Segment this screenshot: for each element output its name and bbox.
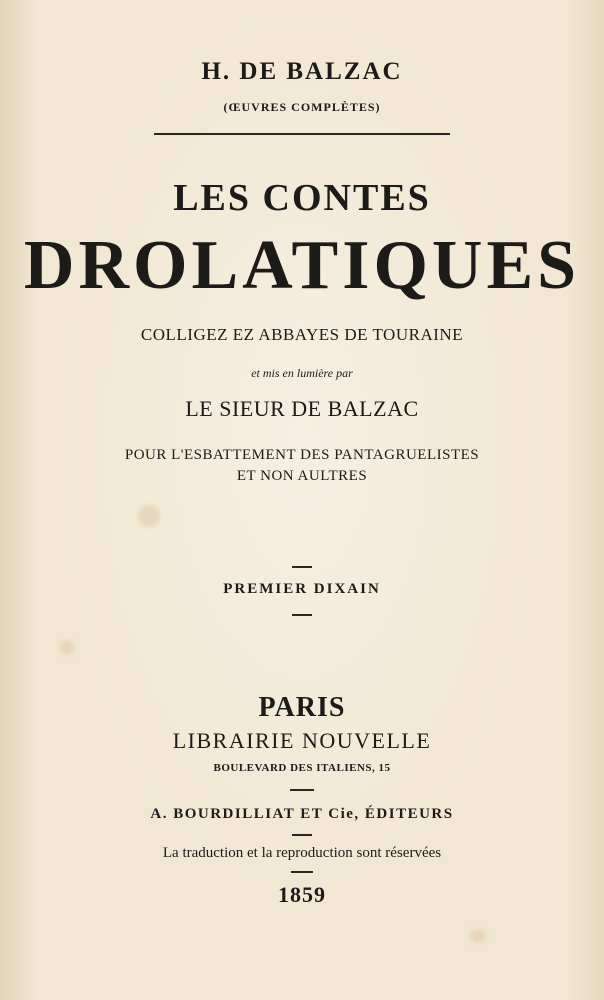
section-label: PREMIER DIXAIN bbox=[223, 581, 381, 597]
book-title-line-1: LES CONTES bbox=[173, 177, 431, 219]
imprint-city: PARIS bbox=[258, 692, 346, 723]
paper-stain bbox=[470, 930, 486, 942]
imprint-rule-1 bbox=[290, 789, 314, 791]
book-title-line-2: DROLATIQUES bbox=[23, 227, 581, 304]
collection-label: (ŒUVRES COMPLÈTES) bbox=[223, 100, 381, 114]
section-rule-bottom bbox=[292, 614, 312, 616]
paper-stain bbox=[138, 505, 160, 527]
imprint-rule-3 bbox=[291, 871, 313, 873]
imprint-editors: A. BOURDILLIAT ET Cie, ÉDITEURS bbox=[150, 806, 454, 822]
imprint-address: BOULEVARD DES ITALIENS, 15 bbox=[213, 762, 391, 774]
imprint-year: 1859 bbox=[278, 882, 326, 907]
subtitle-line-2: et mis en lumière par bbox=[251, 366, 353, 380]
imprint-rule-2 bbox=[292, 834, 312, 836]
section-rule-top bbox=[292, 566, 312, 568]
header-rule bbox=[154, 133, 450, 135]
paper-stain bbox=[60, 640, 74, 654]
subtitle-line-3: LE SIEUR DE BALZAC bbox=[185, 396, 419, 421]
subtitle-line-5: ET NON AULTRES bbox=[236, 468, 368, 484]
author-name: H. DE BALZAC bbox=[201, 58, 403, 85]
imprint-publisher: LIBRAIRIE NOUVELLE bbox=[172, 728, 432, 753]
imprint-rights: La traduction et la reproduction sont réservées bbox=[162, 845, 442, 861]
subtitle-line-4: POUR L'ESBATTEMENT DES PANTAGRUELISTES bbox=[124, 447, 480, 463]
subtitle-line-1: COLLIGEZ EZ ABBAYES DE TOURAINE bbox=[140, 325, 464, 344]
